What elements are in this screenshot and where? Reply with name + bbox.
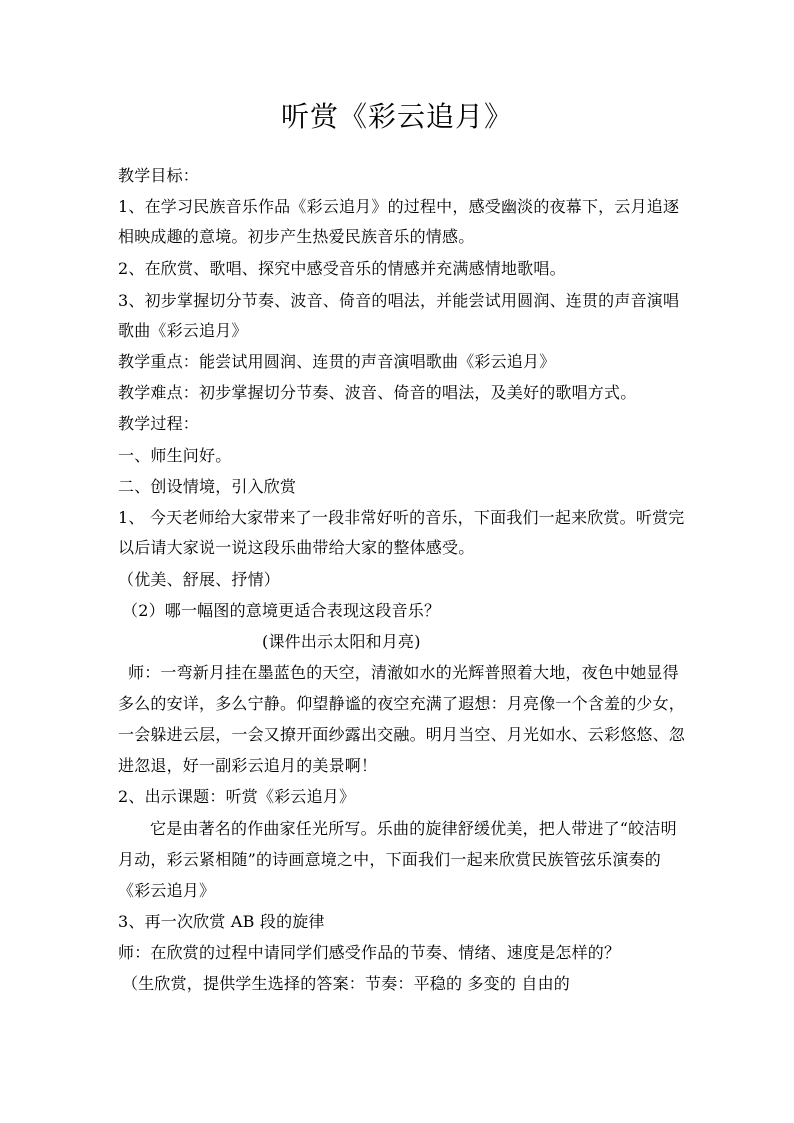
paragraph-line: 教学重点：能尝试用圆润、连贯的声音演唱歌曲《彩云追月》 — [118, 352, 556, 371]
paragraph-line: 师：一弯新月挂在墨蓝色的天空，清澈如水的光辉普照着大地，夜色中她显得 — [128, 663, 679, 682]
paragraph-line: 相映成趣的意境。初步产生热爱民族音乐的情感。 — [118, 227, 475, 246]
paragraph-line: 多么的安详，多么宁静。仰望静谧的夜空充满了遐想：月亮像一个含羞的少女， — [118, 694, 686, 713]
paragraph-line: （优美、舒展、抒情） — [118, 570, 281, 589]
document-title: 听赏《彩云追月》 — [280, 100, 513, 133]
paragraph-line: 进忽退，好一副彩云追月的美景啊！ — [118, 756, 378, 775]
paragraph-line: 一会躲进云层，一会又撩开面纱露出交融。明月当空、月光如水、云彩悠悠、忽 — [118, 725, 686, 744]
paragraph-line: 3、初步掌握切分节奏、波音、倚音的唱法，并能尝试用圆润、连贯的声音演唱 — [118, 291, 680, 310]
paragraph-line: 它是由著名的作曲家任光所写。乐曲的旋律舒缓优美，把人带进了“皎洁明 — [150, 819, 677, 838]
paragraph-line: （生欣赏，提供学生选择的答案：节奏：平稳的 多变的 自由的 — [122, 974, 570, 993]
paragraph-line: 1、在学习民族音乐作品《彩云追月》的过程中，感受幽淡的夜幕下，云月追逐 — [118, 197, 680, 216]
paragraph-line: 1、 今天老师给大家带来了一段非常好听的音乐，下面我们一起来欣赏。听赏完 — [118, 508, 685, 527]
paragraph-line: 《彩云追月》 — [118, 881, 216, 900]
paragraph-line: 教学难点：初步掌握切分节奏、波音、倚音的唱法，及美好的歌唱方式。 — [118, 383, 637, 402]
paragraph-line: 师：在欣赏的过程中请同学们感受作品的节奏、情绪、速度是怎样的？ — [118, 943, 621, 962]
paragraph-line: 3、再一次欣赏 AB 段的旋律 — [118, 912, 325, 931]
paragraph-line: (课件出示太阳和月亮) — [262, 632, 421, 651]
paragraph-line: 月动，彩云紧相随”的诗画意境之中，下面我们一起来欣赏民族管弦乐演奏的 — [118, 850, 661, 869]
paragraph-line: 一、师生问好。 — [118, 446, 232, 465]
paragraph-line: 以后请大家说一说这段乐曲带给大家的整体感受。 — [118, 538, 475, 557]
paragraph-line: 2、在欣赏、歌唱、探究中感受音乐的情感并充满感情地歌唱。 — [118, 259, 566, 278]
section-heading-process: 教学过程： — [118, 414, 200, 433]
paragraph-line: 2、出示课题：听赏《彩云追月》 — [118, 787, 356, 806]
paragraph-line: 歌曲《彩云追月》 — [118, 321, 248, 340]
section-heading-objectives: 教学目标： — [118, 166, 200, 185]
paragraph-line: 二、创设情境，引入欣赏 — [118, 477, 297, 496]
paragraph-line: （2）哪一幅图的意境更适合表现这段音乐？ — [122, 601, 441, 620]
